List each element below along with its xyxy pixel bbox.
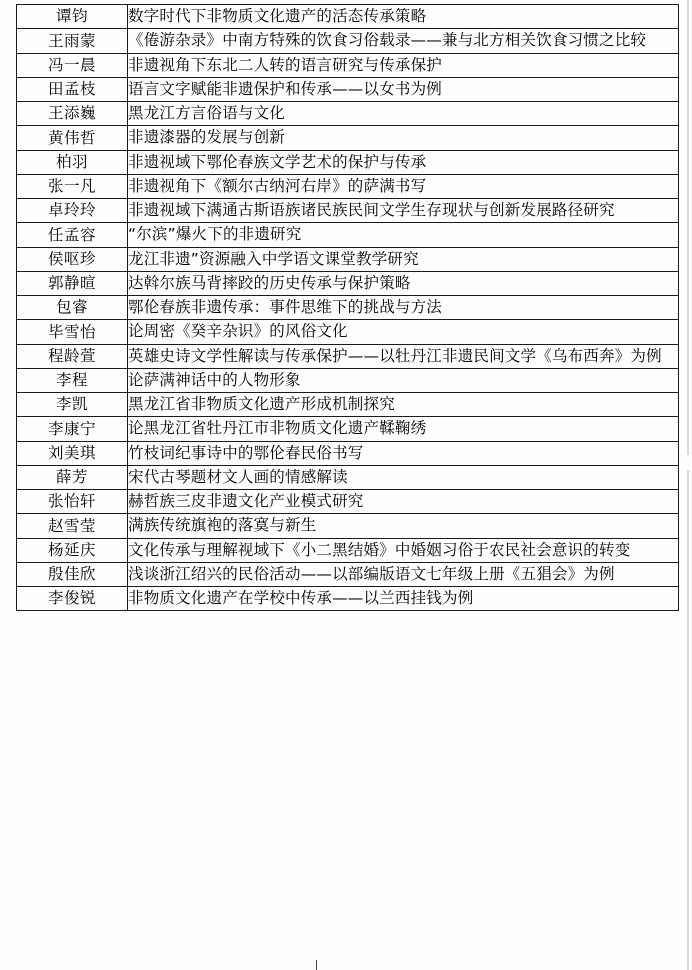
author-name-text: 田孟枝 [47, 80, 96, 99]
paper-title-text: 非遗视角下《额尔古纳河右岸》的萨满书写 [128, 176, 427, 195]
table-row [17, 102, 679, 126]
paper-title-text: 非物质文化遗产在学校中传承——以兰西挂钱为例 [128, 589, 474, 607]
author-name-cell [17, 490, 128, 514]
author-name-text: 薛芳 [55, 468, 88, 487]
author-name-text: 谭钧 [55, 7, 88, 26]
page-bottom-tick [316, 960, 317, 970]
paper-title-cell [128, 271, 679, 295]
author-name-cell [17, 320, 128, 344]
paper-title-text: “尔滨”爆火下的非遗研究 [128, 225, 302, 244]
paper-title-cell [128, 174, 679, 198]
author-name-cell [17, 126, 128, 150]
paper-title-text: 文化传承与理解视域下《小二黑结婚》中婚姻习俗于农民社会意识的转变 [128, 540, 631, 559]
paper-title-cell [128, 77, 679, 101]
author-name-cell [17, 538, 128, 562]
author-name-cell [17, 296, 128, 320]
author-name-text: 李程 [55, 371, 88, 390]
author-name-cell [17, 102, 128, 126]
paper-title-cell [128, 102, 679, 126]
paper-title-cell [128, 514, 679, 538]
paper-title-text: 数字时代下非物质文化遗产的活态传承策略 [128, 7, 427, 25]
paper-title-cell [128, 417, 679, 441]
author-name-cell [17, 77, 128, 101]
table-row [17, 271, 679, 295]
author-name-text: 张怡轩 [47, 492, 96, 511]
paper-title-cell [128, 29, 679, 53]
paper-title-cell [128, 490, 679, 514]
paper-title-cell [128, 223, 679, 247]
author-name-cell [17, 465, 128, 489]
author-name-text: 李凯 [55, 395, 88, 414]
paper-title-text: 论黑龙江省牡丹江市非物质文化遗产鞣鞠绣 [128, 419, 427, 438]
author-name-cell [17, 199, 128, 223]
author-name-text: 张一凡 [47, 177, 96, 196]
author-name-text: 黄伟哲 [47, 128, 96, 147]
paper-title-text: 论萨满神话中的人物形象 [128, 370, 301, 389]
paper-title-cell [128, 562, 679, 586]
paper-title-cell [128, 53, 679, 77]
author-name-cell [17, 514, 128, 538]
table-row [17, 587, 679, 611]
paper-list-table [16, 4, 679, 611]
table-row [17, 514, 679, 538]
paper-title-cell [128, 320, 679, 344]
author-name-text: 赵雪莹 [47, 516, 96, 535]
paper-title-cell [128, 587, 679, 611]
paper-title-cell [128, 368, 679, 392]
author-name-text: 卓玲玲 [47, 201, 96, 220]
table-row [17, 344, 679, 368]
paper-title-cell [128, 538, 679, 562]
author-name-text: 柏羽 [55, 152, 88, 171]
paper-title-text: 龙江非遗”资源融入中学语文课堂教学研究 [128, 249, 419, 268]
table-row [17, 538, 679, 562]
paper-title-text: 浅谈浙江绍兴的民俗活动——以部编版语文七年级上册《五猖会》为例 [128, 564, 615, 583]
author-name-text: 李康宁 [47, 419, 96, 438]
table-row [17, 77, 679, 101]
author-name-cell [17, 29, 128, 53]
author-name-text: 包睿 [55, 298, 88, 317]
table-row [17, 223, 679, 247]
paper-title-cell [128, 5, 679, 29]
author-name-text: 杨延庆 [47, 540, 96, 559]
page-edge-mark-bottom [687, 470, 689, 970]
author-name-cell [17, 53, 128, 77]
paper-title-text: 赫哲族三皮非遗文化产业模式研究 [128, 492, 364, 510]
paper-title-cell [128, 150, 679, 174]
paper-title-text: 非遗视角下东北二人转的语言研究与传承保护 [128, 55, 443, 74]
table-row [17, 441, 679, 465]
paper-title-text: 《倦游杂录》中南方特殊的饮食习俗载录——兼与北方相关饮食习惯之比较 [128, 31, 647, 50]
author-name-cell [17, 417, 128, 441]
author-name-text: 程龄萱 [47, 346, 96, 365]
author-name-cell [17, 393, 128, 417]
paper-title-text: 非遗视域下鄂伦春族文学艺术的保护与传承 [128, 152, 427, 171]
table-row [17, 5, 679, 29]
paper-title-cell [128, 199, 679, 223]
paper-title-text: 论周密《癸辛杂识》的风俗文化 [128, 322, 348, 341]
author-name-cell [17, 174, 128, 198]
author-name-cell [17, 368, 128, 392]
table-row [17, 29, 679, 53]
paper-title-text: 黑龙江省非物质文化遗产形成机制探究 [128, 395, 395, 413]
author-name-text: 王添巍 [47, 104, 96, 123]
paper-title-text: 竹枝词纪事诗中的鄂伦春民俗书写 [128, 443, 364, 462]
author-name-cell [17, 223, 128, 247]
paper-title-text: 英雄史诗文学性解读与传承保护——以牡丹江非遗民间文学《乌布西奔》为例 [128, 346, 662, 365]
table-row [17, 126, 679, 150]
paper-title-text: 非遗漆器的发展与创新 [128, 128, 286, 147]
table-row [17, 296, 679, 320]
paper-title-text: 鄂伦春族非遗传承：事件思维下的挑战与方法 [128, 298, 443, 316]
table-row [17, 368, 679, 392]
author-name-text: 李俊锐 [47, 589, 96, 608]
author-name-text: 冯一晨 [47, 55, 96, 74]
author-name-cell [17, 344, 128, 368]
paper-title-text: 黑龙江方言俗语与文化 [128, 104, 286, 122]
author-name-cell [17, 562, 128, 586]
paper-title-cell [128, 393, 679, 417]
author-name-text: 殷佳欣 [47, 565, 96, 584]
paper-title-text: 满族传统旗袍的落寞与新生 [128, 516, 317, 535]
author-name-cell [17, 441, 128, 465]
table-row [17, 417, 679, 441]
paper-title-cell [128, 441, 679, 465]
page-edge-mark-top [687, 0, 689, 455]
author-name-cell [17, 247, 128, 271]
table-row [17, 199, 679, 223]
paper-title-text: 达斡尔族马背摔跤的历史传承与保护策略 [128, 273, 411, 292]
paper-title-cell [128, 247, 679, 271]
table-row [17, 393, 679, 417]
author-name-cell [17, 5, 128, 29]
table-row [17, 465, 679, 489]
paper-title-cell [128, 465, 679, 489]
table-row [17, 562, 679, 586]
author-name-text: 王雨蒙 [47, 31, 96, 50]
author-name-text: 侯呕珍 [47, 249, 96, 268]
author-name-text: 郭静暄 [47, 274, 96, 293]
table-row [17, 490, 679, 514]
paper-title-cell [128, 344, 679, 368]
table-row [17, 174, 679, 198]
author-name-text: 刘美琪 [47, 443, 96, 462]
paper-title-cell [128, 296, 679, 320]
author-name-cell [17, 150, 128, 174]
table-row [17, 247, 679, 271]
author-name-cell [17, 271, 128, 295]
table-row [17, 320, 679, 344]
paper-title-text: 语言文字赋能非遗保护和传承——以女书为例 [128, 79, 443, 98]
author-name-text: 毕雪怡 [47, 322, 96, 341]
author-name-text: 任孟容 [47, 225, 96, 244]
author-name-cell [17, 587, 128, 611]
paper-title-text: 非遗视域下满通古斯语族诸民族民间文学生存现状与创新发展路径研究 [128, 201, 615, 219]
paper-title-cell [128, 126, 679, 150]
table-row [17, 53, 679, 77]
paper-title-text: 宋代古琴题材文人画的情感解读 [128, 467, 348, 486]
table-row [17, 150, 679, 174]
